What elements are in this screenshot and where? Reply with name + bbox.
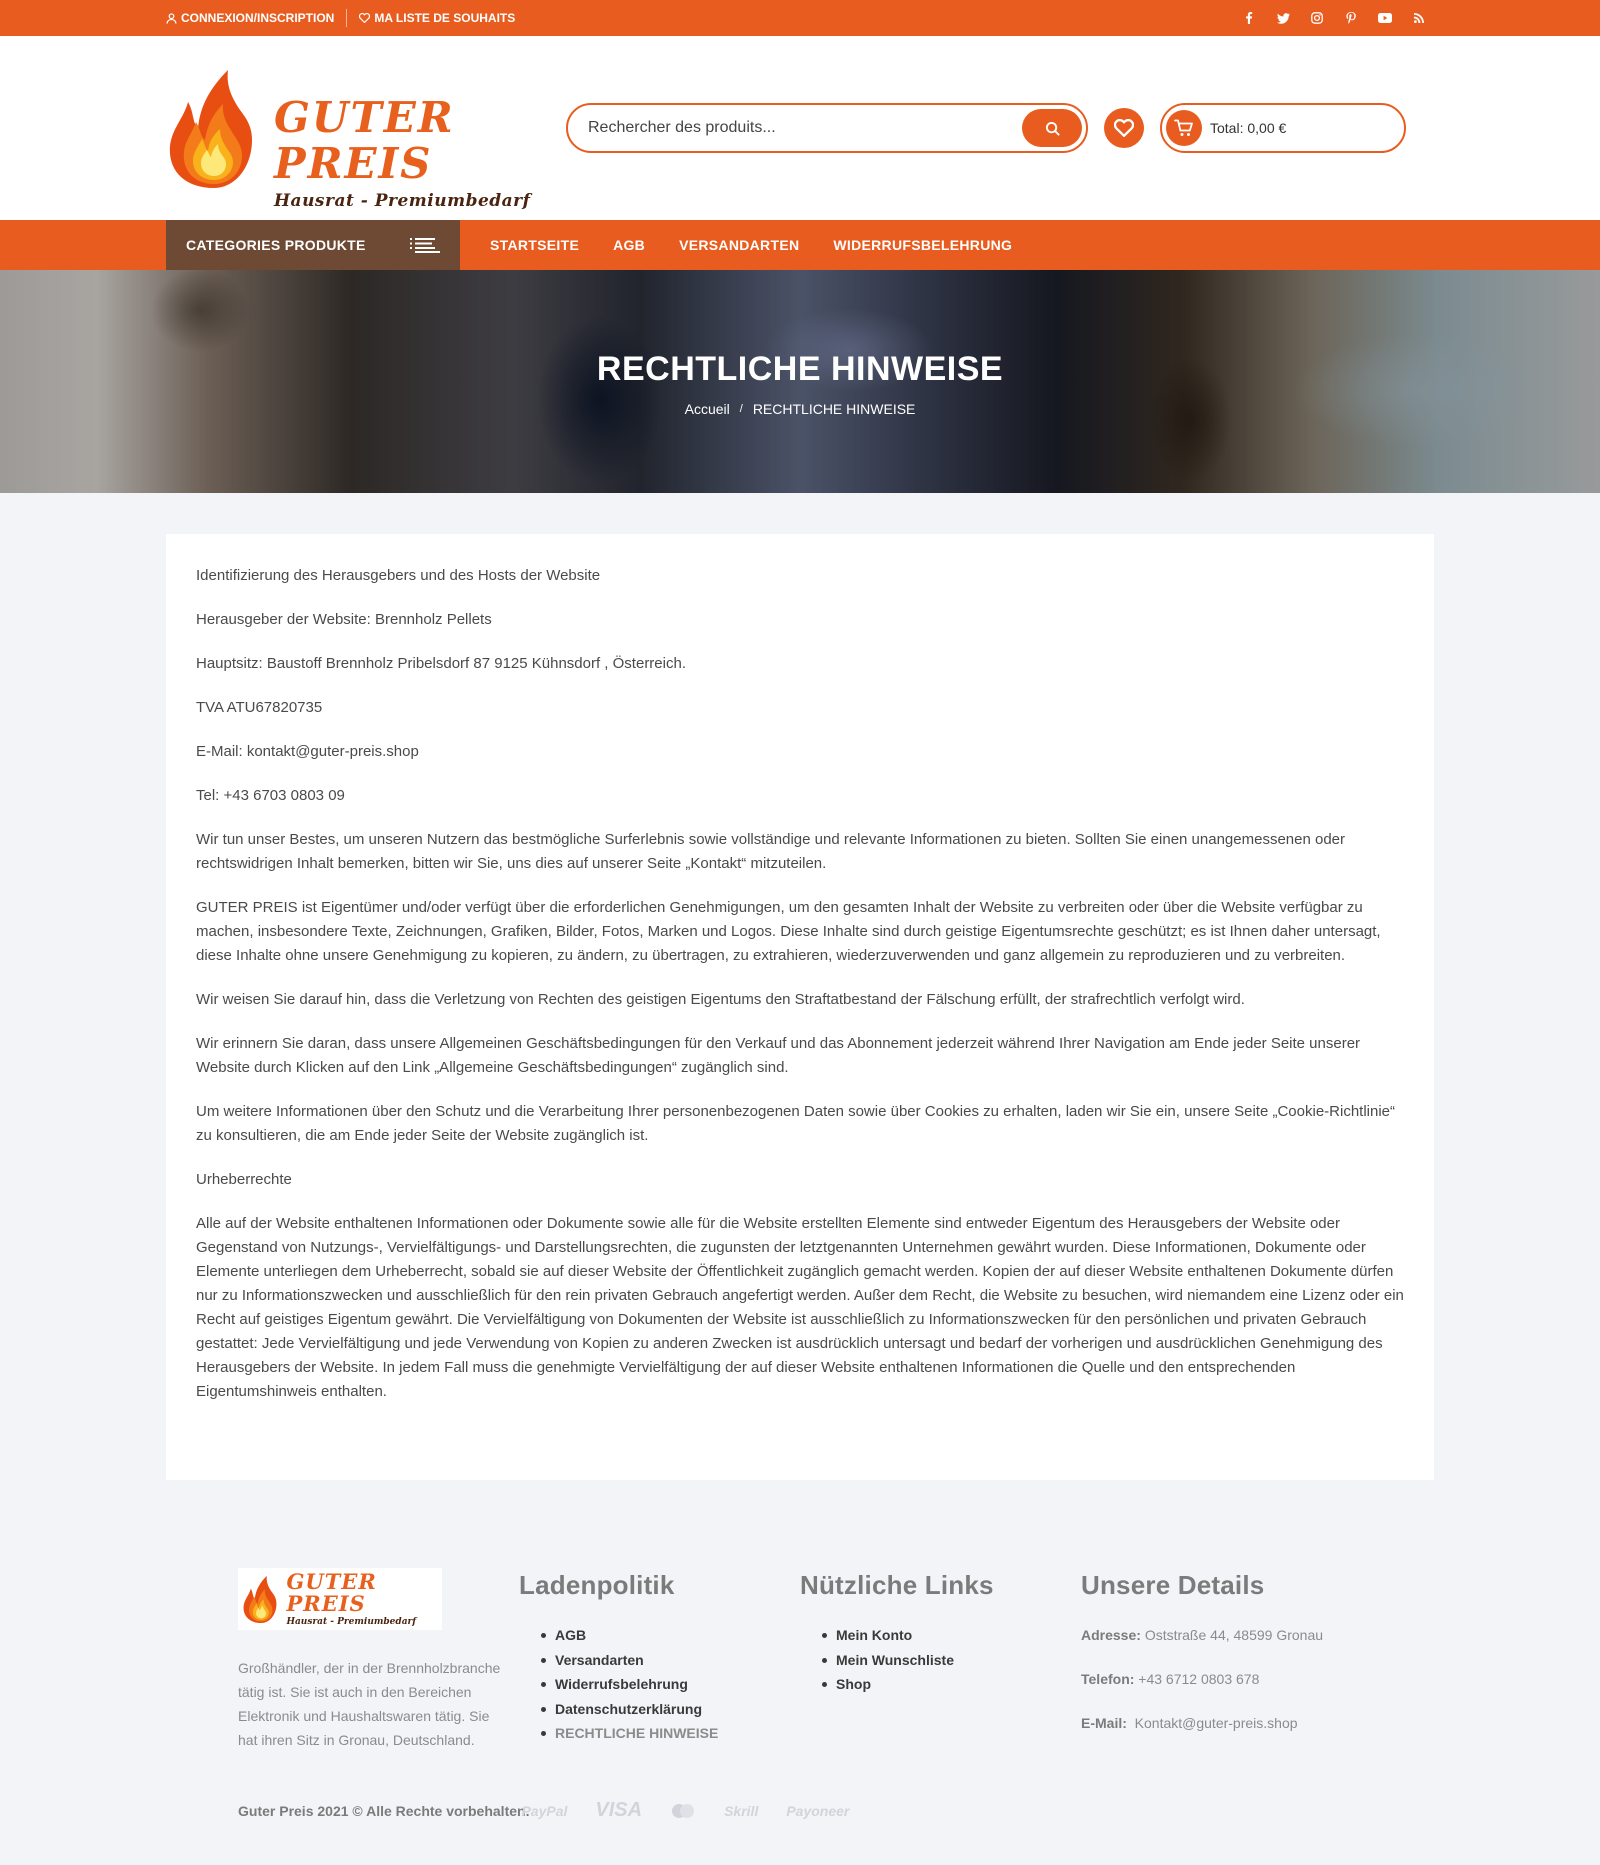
top-bar-links [166, 9, 515, 27]
social-links [1242, 11, 1426, 25]
brand-name: GUTER PREIS [274, 93, 455, 188]
footer-policy-title: Ladenpolitik [519, 1570, 675, 1600]
search-button[interactable] [1022, 109, 1082, 147]
menu-lines-icon [410, 237, 440, 253]
phone-value: +43 6712 0803 678 [1138, 1671, 1260, 1687]
footer-link-versandarten[interactable]: Versandarten [555, 1648, 800, 1673]
footer-policy-list [555, 1623, 800, 1746]
content-paragraph: E-Mail: kontakt@guter-preis.shop [196, 743, 419, 760]
search-bar [566, 103, 1088, 153]
user-icon [166, 13, 177, 24]
breadcrumb-home-link[interactable]: Accueil [684, 401, 730, 417]
site-header [0, 36, 1600, 220]
footer-link-shop[interactable]: Shop [836, 1672, 1081, 1697]
footer-link-wunschliste[interactable]: Mein Wunschliste [836, 1648, 1081, 1673]
wishlist-label: MA LISTE DE SOUHAITS [374, 11, 516, 25]
brand-text [274, 95, 566, 211]
search-input[interactable] [588, 119, 1022, 137]
nav-link-widerrufsbelehrung[interactable]: WIDERRUFSBELEHRUNG [833, 237, 1013, 253]
content-heading-copyright: Urheberrechte [196, 1171, 292, 1188]
payment-icons [521, 1799, 849, 1822]
cart-button[interactable] [1160, 103, 1406, 153]
page-hero-banner [0, 270, 1600, 493]
content-paragraph: GUTER PREIS ist Eigentümer und/oder verfügt über die erforderlichen Genehmigungen, um den gesamten Inhalt der Website zu verbreiten oder über die Website verfügbar zu machen, insbesondere Texte, Zeichnungen, Grafiken, Bilder, Fotos, Marken und Logos. Diese Inhalte sind durch geistige Eigentumsrechte geschützt; es ist Ihnen daher untersagt, diese Inhalte ohne unsere Genehmigung zu kopieren, zu ändern, zu übertragen, zu extrahieren, wiederzuverwenden und ganz allgemein zu reproduzieren und zu verbreiten. [196, 899, 1381, 964]
breadcrumb-current: RECHTLICHE HINWEISE [752, 401, 916, 417]
footer-columns [238, 1568, 1362, 1755]
content-paragraph: Wir tun unser Bestes, um unseren Nutzern das bestmögliche Surferlebnis sowie vollständige und relevante Informationen zu bieten. Sollten Sie einen unangemessenen oder rechtswidrigen Inhalt bemerken, bitten wir Sie, uns dies auf unserer Seite „Kontakt“ mitzuteilen. [196, 831, 1346, 872]
address-label: Adresse: [1081, 1627, 1141, 1643]
footer-link-widerrufsbelehrung[interactable]: Widerrufsbelehrung [555, 1672, 800, 1697]
nav-link-agb[interactable]: AGB [613, 237, 646, 253]
nav-link-startseite[interactable]: STARTSEITE [490, 237, 580, 253]
content-paragraph: Tel: +43 6703 0803 09 [196, 787, 345, 804]
content-paragraph: Um weitere Informationen über den Schutz und die Verarbeitung Ihrer personenbezogenen Daten sowie über Cookies zu erhalten, laden wir Sie ein, unsere Seite „Cookie-Richtlinie“ zu konsultieren, die am Ende jeder Seite der Website zugänglich ist. [196, 1103, 1396, 1144]
page-title: RECHTLICHE HINWEISE [596, 350, 1004, 388]
footer-details-list [1081, 1623, 1362, 1735]
footer-useful [800, 1568, 1081, 1755]
search-icon [1045, 121, 1060, 136]
wishlist-button[interactable] [1104, 108, 1144, 148]
email-value[interactable]: Kontakt@guter-preis.shop [1134, 1715, 1298, 1731]
footer-policy [519, 1568, 800, 1755]
pinterest-icon[interactable] [1344, 11, 1358, 25]
address-value: Oststraße 44, 48599 Gronau [1144, 1627, 1324, 1643]
rss-icon[interactable] [1412, 11, 1426, 25]
cart-icon-wrap [1166, 110, 1202, 146]
flame-logo-icon [166, 66, 262, 190]
main-nav [0, 220, 1600, 270]
login-label: CONNEXION/INSCRIPTION [181, 11, 335, 25]
footer-logo[interactable] [238, 1568, 442, 1630]
login-link[interactable] [166, 11, 334, 25]
skrill-icon: Skrill [724, 1802, 759, 1819]
twitter-icon[interactable] [1276, 11, 1290, 25]
content-paragraph: Herausgeber der Website: Brennholz Pellets [196, 611, 492, 628]
youtube-icon[interactable] [1378, 11, 1392, 25]
site-footer [0, 1568, 1600, 1822]
payoneer-icon: Payoneer [786, 1802, 850, 1819]
instagram-icon[interactable] [1310, 11, 1324, 25]
legal-content [166, 534, 1434, 1480]
visa-icon: VISA [595, 1799, 643, 1821]
cart-total: Total: 0,00 € [1210, 120, 1287, 136]
top-bar [0, 0, 1600, 36]
heart-icon [359, 13, 370, 23]
footer-details-title: Unsere Details [1081, 1570, 1265, 1600]
footer-useful-title: Nützliche Links [800, 1570, 994, 1600]
nav-link-versandarten[interactable]: VERSANDARTEN [679, 237, 800, 253]
footer-description: Großhändler, der in der Brennholzbranche tätig ist. Sie ist auch in den Bereichen Elektronik und Haushaltswaren tätig. Sie hat ihren Sitz in Gronau, Deutschland. [238, 1660, 501, 1748]
footer-brand-name: GUTER PREIS [286, 1569, 377, 1616]
footer-bottom [238, 1799, 1362, 1822]
content-paragraph: TVA ATU67820735 [196, 699, 323, 716]
footer-link-agb[interactable]: AGB [555, 1623, 800, 1648]
email-label: E-Mail: [1081, 1715, 1127, 1731]
footer-address [1081, 1623, 1362, 1647]
footer-email [1081, 1711, 1362, 1735]
divider [346, 9, 347, 27]
brand-tagline: Hausrat - Premiumbedarf [274, 191, 531, 211]
copyright: Guter Preis 2021 © Alle Rechte vorbehalten. [238, 1802, 530, 1819]
footer-brand-text [286, 1571, 442, 1627]
categories-label: CATEGORIES PRODUKTE [186, 237, 366, 253]
hero-content [0, 350, 1600, 417]
nav-links [490, 237, 1012, 253]
content-paragraph: Wir weisen Sie darauf hin, dass die Verletzung von Rechten des geistigen Eigentums den Straftatbestand der Fälschung erfüllt, der strafrechtlich verfolgt wird. [196, 991, 1245, 1008]
footer-brand-tagline: Hausrat - Premiumbedarf [286, 1617, 417, 1627]
footer-phone [1081, 1667, 1362, 1691]
cart-icon [1174, 119, 1194, 137]
paypal-icon: PayPal [521, 1802, 568, 1819]
facebook-icon[interactable] [1242, 11, 1256, 25]
wishlist-link[interactable] [359, 11, 515, 25]
content-paragraph: Hauptsitz: Baustoff Brennholz Pribelsdorf 87 9125 Kühnsdorf , Österreich. [196, 655, 686, 672]
footer-details [1081, 1568, 1362, 1755]
mastercard-icon [670, 1803, 696, 1819]
footer-about [238, 1568, 519, 1755]
content-paragraph: Wir erinnern Sie daran, dass unsere Allgemeinen Geschäftsbedingungen für den Verkauf und das Abonnement jederzeit während Ihrer Navigation am Ende jeder Seite unserer Website durch Klicken auf den Link „Allgemeine Geschäftsbedingungen“ zugänglich sind. [196, 1035, 1361, 1076]
heart-icon [1114, 119, 1134, 137]
categories-menu-button[interactable] [166, 220, 460, 270]
flame-logo-icon [242, 1571, 280, 1627]
footer-link-datenschutz[interactable]: Datenschutzerklärung [555, 1697, 800, 1722]
footer-link-mein-konto[interactable]: Mein Konto [836, 1623, 1081, 1648]
phone-label: Telefon: [1081, 1671, 1135, 1687]
footer-link-rechtliche-hinweise[interactable]: RECHTLICHE HINWEISE [555, 1721, 800, 1746]
content-paragraph: Identifizierung des Herausgebers und des Hosts der Website [196, 567, 601, 584]
content-paragraph: Alle auf der Website enthaltenen Informationen oder Dokumente sowie alle für die Website erstellten Elemente sind entweder Eigentum des Herausgebers der Website oder Gegenstand von Nutzungs-, Vervielfältigungs- und Darstellungsrechten, die zugunsten der letztgenannten Unternehmen gewährt wurden. Diese Informationen, Dokumente oder Elemente unterliegen dem Urheberrecht, sobald sie auf dieser Website der Öffentlichkeit zugänglich gemacht werden. Kopien der auf dieser Website enthaltenen Dokumente dürfen nur zu Informationszwecken und ausschließlich für den rein privaten Gebrauch angefertigt werden. Außer dem Recht, die Website zu besuchen, wird niemandem eine Lizenz oder ein Recht auf geistiges Eigentum gewährt. Die Vervielfältigung von Dokumenten der Website ist ausschließlich zu Informationszwecken für den persönlichen und privaten Gebrauch gestattet: Jede Vervielfältigung und jede Verwendung von Kopien zu anderen Zwecken ist ausdrücklich untersagt und bedarf der vorherigen und ausdrücklichen Genehmigung des Herausgebers der Website. In jedem Fall muss die genehmigte Vervielfältigung der auf dieser Website enthaltenen Informationen die Quelle und den entsprechenden Eigentumshinweis enthalten. [196, 1215, 1404, 1400]
breadcrumb-separator: / [739, 403, 743, 415]
footer-useful-list [836, 1623, 1081, 1697]
breadcrumb [0, 401, 1600, 417]
site-logo[interactable] [166, 63, 566, 211]
